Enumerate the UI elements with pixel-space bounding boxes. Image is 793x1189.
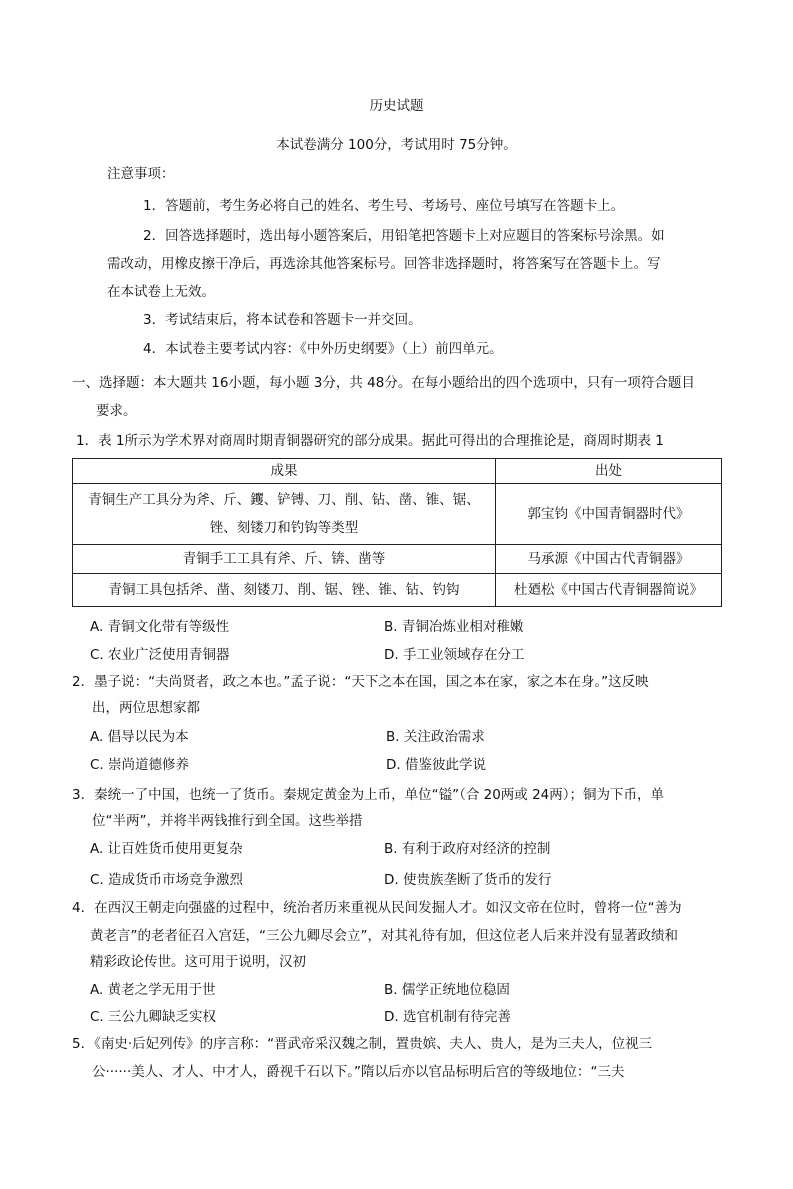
exam-info: 本试卷满分 100分，考试用时 75分钟。 [276, 137, 517, 153]
section-heading-line-1: 一、选择题：本大题共 16小题，每小题 3分，共 48分。在每小题给出的四个选项中，只有一项符合题目 [72, 375, 695, 391]
question-1-stem: 1．表 1所示为学术界对商周时期青铜器研究的部分成果。据此可得出的合理推论是，商周时期表 1 [76, 433, 664, 449]
question-3-line-1: 3．秦统一了中国，也统一了货币。秦规定黄金为上币，单位“镒”（合 20两或 24两）；铜为下币，单 [72, 787, 665, 803]
question-4-line-2: 黄老言”的老者征召入宫廷，“三公九卿尽会立”，对其礼待有加，但这位老人后来并没有显著政绩和 [90, 928, 678, 944]
question-4-option-b: B. 儒学正统地位稳固 [384, 982, 510, 998]
note-item-2-line-3: 在本试卷上无效。 [107, 284, 215, 300]
notes-heading: 注意事项： [107, 166, 175, 182]
note-item-3: 3．考试结束后，将本试卷和答题卡一并交回。 [143, 312, 422, 328]
question-4-option-a: A. 黄老之学无用于世 [90, 982, 216, 998]
question-2-option-c: C. 崇尚道德修养 [90, 757, 190, 773]
question-1-option-b: B. 青铜冶炼业相对稚嫩 [384, 619, 524, 635]
note-item-2-line-2: 需改动，用橡皮擦干净后，再选涂其他答案标号。回答非选择题时，将答案写在答题卡上。写 [107, 256, 661, 272]
note-item-4: 4．本试卷主要考试内容：《中外历史纲要》（上）前四单元。 [143, 341, 503, 357]
table-cell-source: 杜廼松《中国古代青铜器简说》 [496, 574, 722, 607]
table-cell-line: 青铜生产工具分为斧、斤、钁、铲镈、刀、削、钻、凿、锥、锯、 [88, 492, 480, 508]
question-2-option-d: D. 借鉴彼此学说 [386, 757, 486, 773]
note-item-2-line-1: 2．回答选择题时，选出每小题答案后，用铅笔把答题卡上对应题目的答案标号涂黑。如 [143, 228, 665, 244]
question-4-line-3: 精彩政论传世。这可用于说明，汉初 [90, 954, 306, 970]
table-header-source: 出处 [496, 459, 722, 484]
table-header-result: 成果 [73, 459, 496, 484]
question-4-option-d: D. 选官机制有待完善 [384, 1009, 511, 1025]
table-row [73, 574, 722, 607]
question-4-option-c: C. 三公九卿缺乏实权 [90, 1009, 217, 1025]
question-1-option-a: A. 青铜文化带有等级性 [90, 619, 230, 635]
question-2-option-b: B. 关注政治需求 [386, 729, 485, 745]
table-cell-result: 青铜手工工具有斧、斤、锛、凿等 [73, 545, 496, 574]
question-1-option-d: D. 手工业领域存在分工 [384, 647, 525, 663]
question-5-line-1: 5．《南史·后妃列传》的序言称：“晋武帝采汉魏之制，置贵嫔、夫人、贵人，是为三夫人，位视三 [72, 1036, 653, 1052]
question-1-table [72, 458, 722, 607]
table-row [73, 484, 722, 545]
table-cell-source: 马承源《中国古代青铜器》 [496, 545, 722, 574]
question-3-option-c: C. 造成货币市场竞争激烈 [90, 872, 244, 888]
question-3-option-b: B. 有利于政府对经济的控制 [384, 841, 551, 857]
table-cell-source: 郭宝钧《中国青铜器时代》 [496, 484, 722, 545]
table-cell-result [73, 484, 496, 545]
question-3-option-d: D. 使贵族垄断了货币的发行 [384, 872, 552, 888]
question-3-option-a: A. 让百姓货币使用更复杂 [90, 841, 243, 857]
page-title: 历史试题 [369, 98, 424, 114]
question-2-line-1: 2．墨子说：“夫尚贤者，政之本也。”孟子说：“天下之本在国，国之本在家，家之本在身。”这反映 [72, 674, 649, 690]
question-2-line-2: 出，两位思想家都 [92, 700, 200, 716]
table-cell-result: 青铜工具包括斧、凿、刻镂刀、削、锯、锉、锥、钻、钓钩 [73, 574, 496, 607]
question-2-option-a: A. 倡导以民为本 [90, 729, 189, 745]
question-1-option-c: C. 农业广泛使用青铜器 [90, 647, 230, 663]
table-row [73, 545, 722, 574]
note-item-1: 1．答题前，考生务必将自己的姓名、考生号、考场号、座位号填写在答题卡上。 [143, 198, 625, 214]
question-4-line-1: 4．在西汉王朝走向强盛的过程中，统治者历来重视从民间发掘人才。如汉文帝在位时，曾将一位“善为 [72, 900, 682, 916]
section-heading-line-2: 要求。 [96, 403, 137, 419]
table-cell-line: 锉、刻镂刀和钓钩等类型 [209, 520, 359, 536]
question-3-line-2: 位“半两”，并将半两钱推行到全国。这些举措 [92, 813, 363, 829]
table-header-row [73, 459, 722, 484]
question-5-line-2: 公······美人、才人、中才人，爵视千石以下。”隋以后亦以官品标明后宫的等级地位：“三夫 [92, 1064, 625, 1080]
